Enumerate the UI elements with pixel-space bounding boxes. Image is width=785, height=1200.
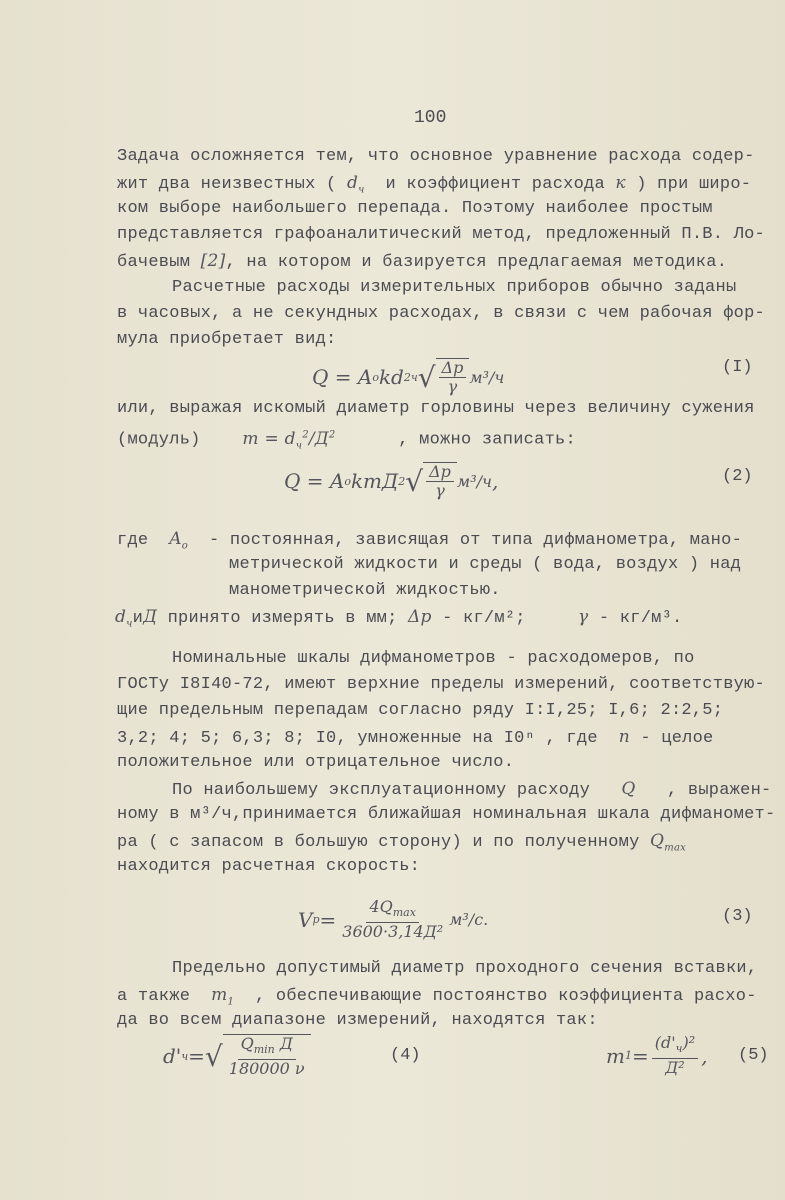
text-line: [172, 779, 771, 801]
math-subscript: ч: [358, 184, 365, 196]
text-line: [229, 555, 741, 575]
text-line: [117, 147, 755, 167]
formula-2: Q = A о kmД 2 √ $\frac{\Delta p}{\gamma}$ м³/ч ,: [284, 462, 499, 500]
text-segment: жит два неизвестных (: [117, 175, 347, 194]
text-line: [117, 985, 757, 1012]
text-line: [172, 649, 695, 669]
text-segment: и: [132, 609, 144, 628]
inline-math: [169, 529, 189, 552]
inline-math: [346, 173, 365, 196]
inline-math: [615, 173, 625, 193]
inline-math: [309, 429, 336, 449]
text-segment: и коэффициент расхода: [364, 175, 616, 194]
text-segment: манометрической жидкостью.: [229, 581, 501, 600]
sqrt-icon: √ $\frac{\Delta p}{\gamma}$: [405, 462, 457, 500]
math-symbol: Q: [621, 779, 636, 799]
inline-math: [621, 779, 635, 799]
text-segment: да во всем диапазоне измерений, находятся так:: [117, 1011, 598, 1030]
text-segment: ;: [515, 609, 579, 628]
text-segment: , на котором и базируется предлагаемая методика.: [225, 253, 728, 272]
text-line: [117, 330, 337, 350]
text-segment: Задача осложняется тем, что основное уравнение расхода содер-: [117, 147, 755, 166]
text-line: [117, 831, 686, 858]
text-segment: - кг/м³.: [588, 609, 683, 628]
math-symbol: γ: [578, 607, 589, 627]
math-symbol: /Д: [308, 428, 329, 449]
math-symbol: d: [115, 607, 127, 627]
text-segment: По наибольшему эксплуатационному расходу: [172, 781, 622, 800]
text-segment: принято измерять в мм;: [157, 609, 408, 628]
text-segment: щие предельным перепадам согласно ряду I:I,25; I,6; 2:2,5;: [117, 701, 724, 720]
text-line: [117, 251, 727, 273]
inline-math: [115, 607, 133, 630]
text-segment: ному в м³/ч,принимается ближайшая номинальная шкала дифманомет-: [117, 805, 776, 824]
text-segment: или, выражая искомый диаметр горловины через величину сужения: [117, 399, 755, 418]
text-segment: , выражен-: [635, 781, 772, 800]
text-line: [172, 278, 736, 298]
text-segment: в часовых, а не секундных расходах, в связи с чем рабочая фор-: [117, 304, 766, 323]
text-line: [117, 199, 713, 219]
text-line: [117, 727, 714, 749]
text-line: [172, 959, 757, 979]
text-line: [117, 304, 765, 324]
text-segment: ГОСТу I8I40-72, имеют верхние пределы измерений, соответствую-: [117, 675, 766, 694]
equation-number-4: (4): [390, 1046, 421, 1065]
text-line: [117, 857, 420, 877]
inline-math: [619, 727, 630, 747]
math-symbol: m = d: [242, 428, 296, 449]
text-line: [117, 1011, 598, 1031]
math-superscript: 2: [328, 429, 336, 440]
text-line: [229, 581, 501, 601]
text-line: [117, 753, 514, 773]
math-subscript: 1: [227, 996, 235, 1008]
text-segment: ком выборе наибольшего перепада. Поэтому наиболее простым: [117, 199, 713, 218]
equation-number-1: (I): [722, 358, 753, 377]
math-superscript: 2: [302, 429, 309, 440]
text-segment: представляется графоаналитический метод, предложенный П.В. Ло-: [117, 225, 766, 244]
math-subscript: ч: [126, 618, 133, 630]
formula-3: V p = $\frac{4Q_{max}}{\text{3600·3,14Д²}}$ м³/с.: [298, 897, 489, 942]
math-symbol: A: [169, 529, 182, 549]
formula-4: d' ч = √ $\frac{Q_{min} Д}{180000 \nu}$: [163, 1034, 311, 1078]
text-segment: бачевым: [117, 253, 201, 272]
text-segment: ра ( с запасом в большую сторону) и по полученному: [117, 833, 651, 852]
page-number: 100: [414, 108, 447, 128]
text-segment: а также: [117, 987, 212, 1006]
math-symbol: d: [346, 173, 359, 193]
equation-number-3: (3): [722, 907, 753, 926]
text-segment: - постоянная, зависящая от типа дифманометра, мано-: [188, 531, 743, 550]
math-symbol: к: [615, 173, 626, 193]
text-segment: ) при широ-: [625, 175, 752, 194]
text-segment: (модуль): [117, 430, 243, 450]
text-segment: ²: [504, 609, 516, 628]
inline-math: [201, 251, 226, 271]
equation-number-5: (5): [738, 1046, 769, 1065]
text-segment: Предельно допустимый диаметр проходного сечения вставки,: [172, 959, 758, 978]
text-segment: Расчетные расходы измерительных приборов обычно заданы: [172, 278, 737, 297]
math-subscript: о: [181, 540, 189, 552]
text-segment: где: [117, 531, 170, 550]
sqrt-icon: √ $\frac{Q_{min} Д}{180000 \nu}$: [205, 1034, 311, 1078]
sqrt-icon: √ $\frac{\Delta p}{\gamma}$: [418, 358, 470, 396]
math-symbol: m: [211, 985, 228, 1005]
inline-math: [211, 985, 235, 1008]
math-symbol: Д: [143, 607, 158, 627]
formula-1: Q = A о kd 2 ч √ $\frac{\Delta p}{\gamma}$ м³/ч: [312, 358, 505, 396]
text-line: [117, 399, 755, 419]
text-line: [117, 425, 576, 456]
text-segment: метрической жидкости и среды ( вода, воздух ) над: [229, 555, 742, 574]
text-segment: 3,2; 4; 5; 6,3; 8; I0, умноженные на I0ⁿ , где: [117, 729, 619, 748]
text-line: [115, 607, 683, 634]
math-subscript: ч: [295, 440, 303, 452]
text-segment: Номинальные шкалы дифманометров - расходомеров, по: [172, 649, 695, 668]
text-line: [117, 805, 775, 825]
text-segment: - целое: [629, 729, 714, 748]
text-segment: - кг/м: [431, 609, 505, 628]
text-line: [117, 701, 723, 721]
inline-math: [578, 607, 588, 627]
text-segment: , можно записать:: [335, 430, 576, 450]
text-segment: мула приобретает вид:: [117, 330, 337, 349]
math-symbol: [2]: [200, 251, 226, 271]
inline-math: [408, 607, 432, 627]
text-line: [117, 675, 765, 695]
text-segment: положительное или отрицательное число.: [117, 753, 515, 772]
inline-math: [242, 428, 309, 452]
formula-5: m 1 = $\frac{(d'_ч)^2}{\text{Д²}}$ ,: [606, 1033, 708, 1078]
inline-math: [143, 607, 157, 627]
math-subscript: max: [664, 842, 687, 854]
text-line: [117, 529, 742, 556]
text-segment: , обеспечивающие постоянство коэффициента расхо-: [234, 987, 757, 1006]
text-line: [117, 225, 765, 245]
text-line: [117, 173, 751, 200]
text-segment: находится расчетная скорость:: [117, 857, 421, 876]
inline-math: [650, 831, 687, 854]
math-symbol: n: [618, 727, 630, 747]
math-symbol: Δp: [408, 607, 432, 627]
equation-number-2: (2): [722, 467, 753, 486]
math-symbol: Q: [650, 831, 665, 851]
